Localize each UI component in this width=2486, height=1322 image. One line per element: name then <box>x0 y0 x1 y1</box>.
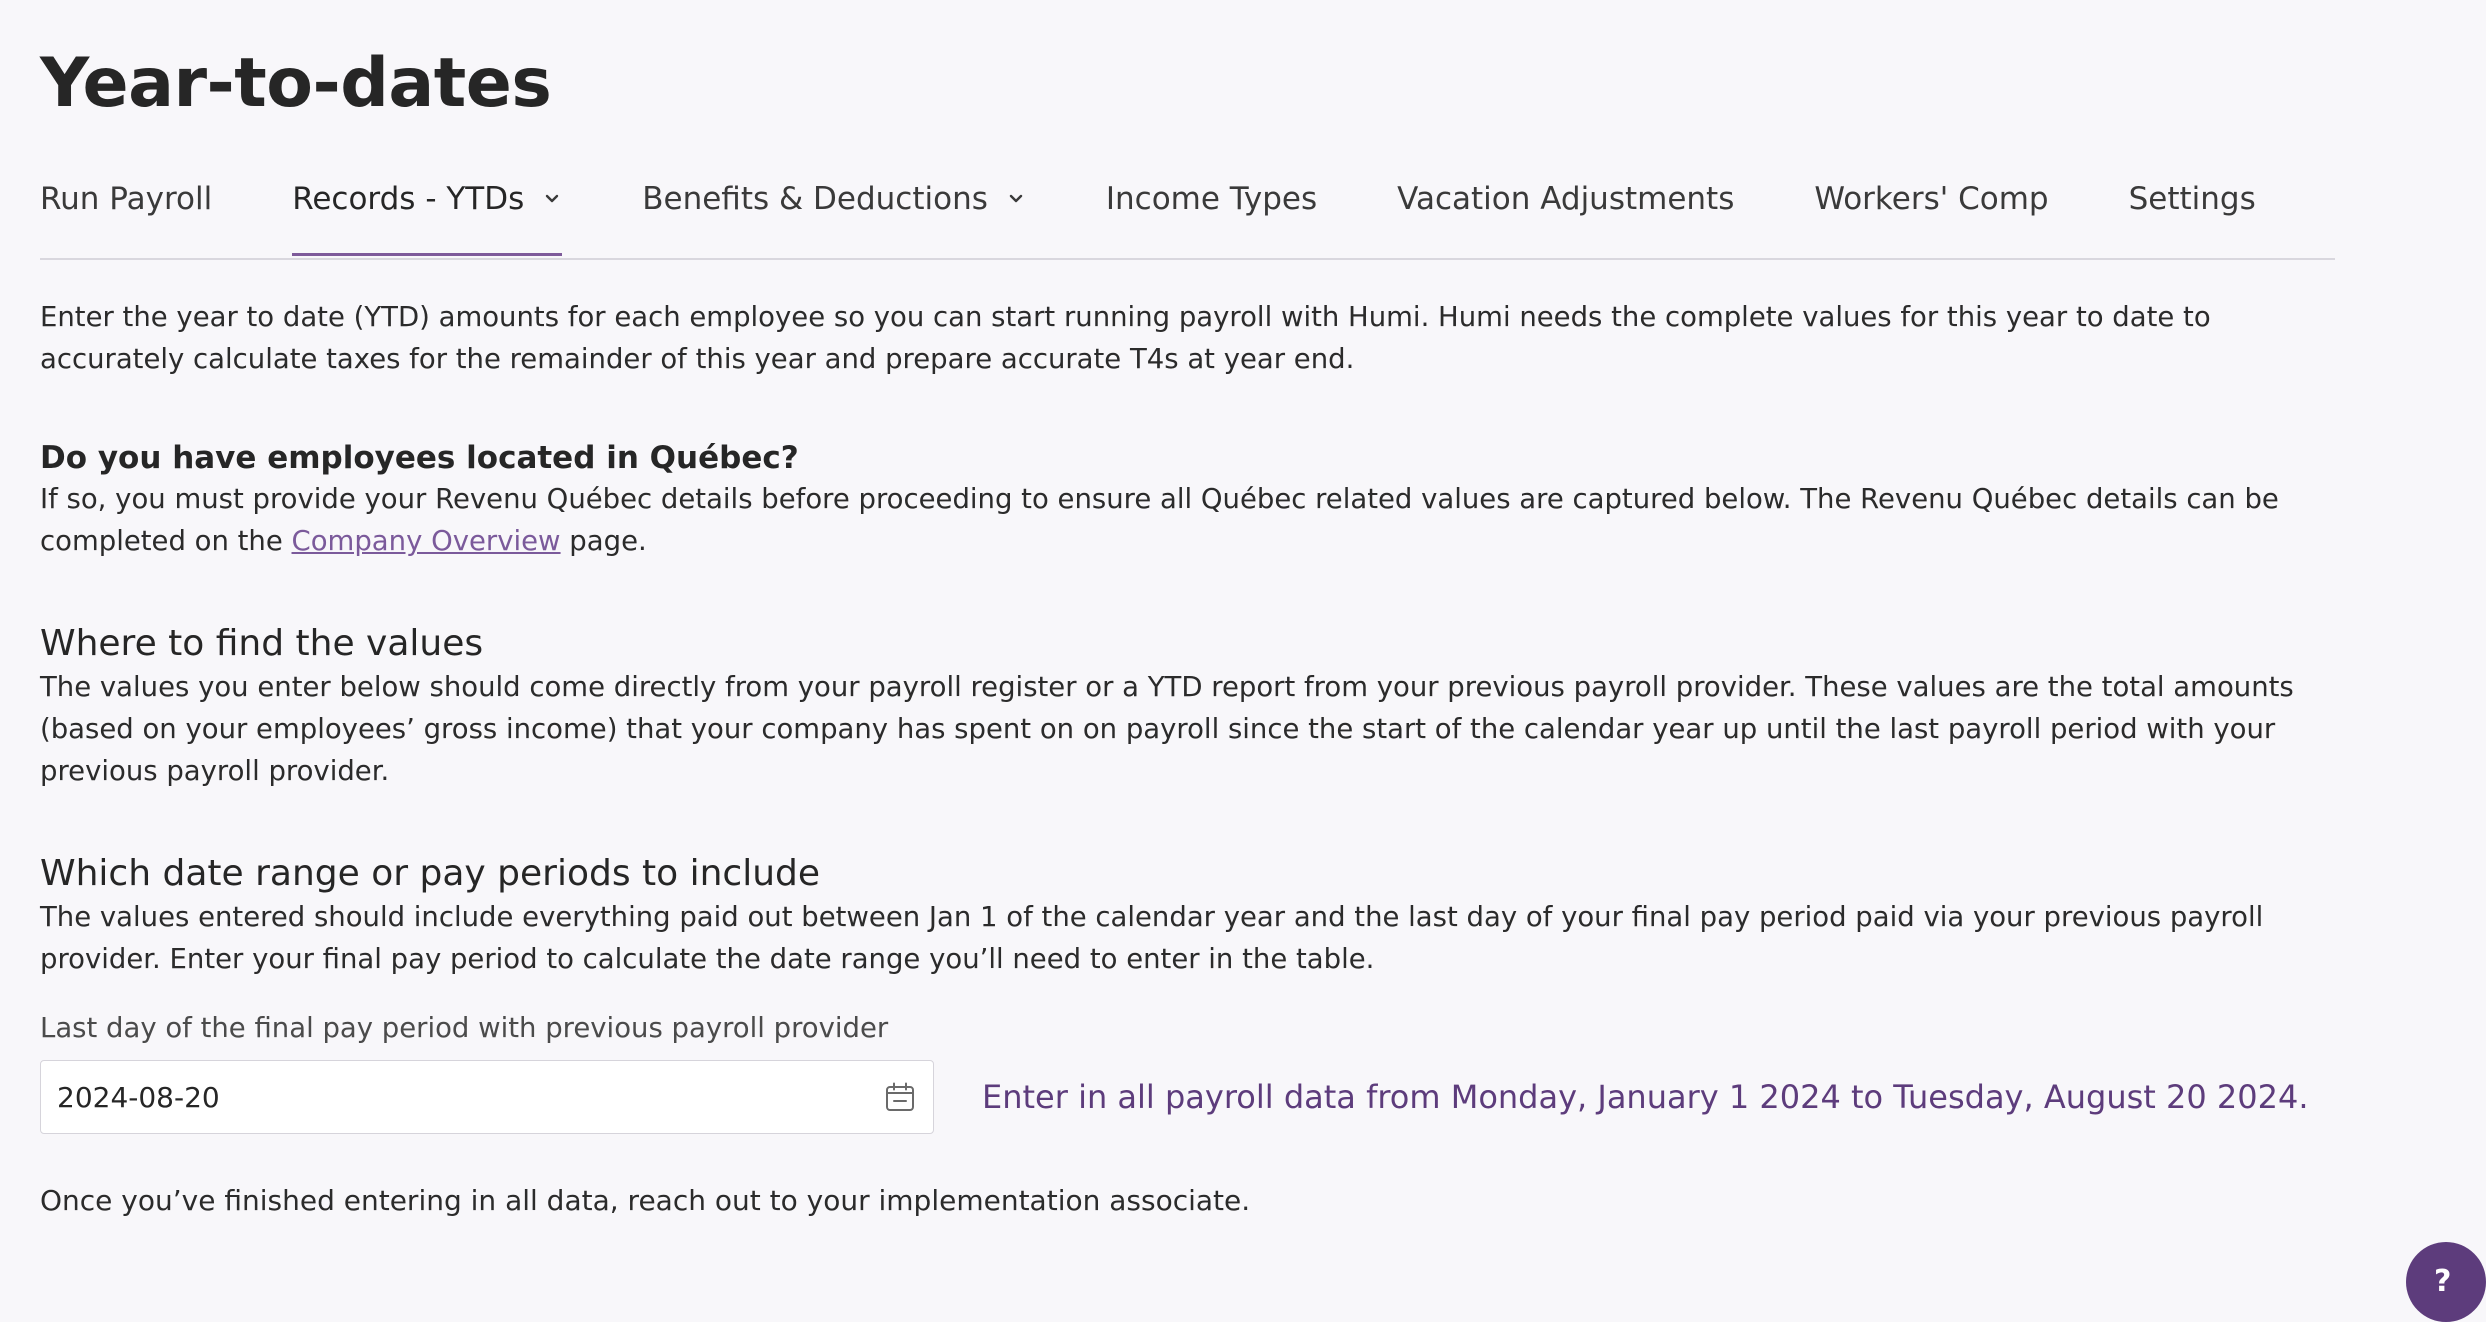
tab-benefits-deductions[interactable] <box>642 154 1026 244</box>
quebec-text-after: page. <box>560 525 647 557</box>
range-text: The values entered should include everything paid out between Jan 1 of the calendar year and the last day of your final pay period paid via your previous payroll provider. Enter your final pay period to calculate the date range you’ll need to enter in the table. <box>40 901 2264 975</box>
chevron-down-icon <box>542 189 562 209</box>
date-value: 2024-08-20 <box>57 1080 220 1114</box>
quebec-text <box>40 478 2335 562</box>
final-pay-period-date-input[interactable] <box>40 1060 934 1134</box>
tab-run-payroll[interactable] <box>40 154 212 244</box>
calendar-icon[interactable] <box>883 1080 917 1114</box>
date-field-label: Last day of the final pay period with previous payroll provider <box>40 1012 889 1044</box>
ytd-page <box>40 0 2335 1217</box>
tab-records-ytds[interactable] <box>292 154 562 244</box>
company-overview-link[interactable]: Company Overview <box>291 525 561 557</box>
tab-settings[interactable] <box>2129 154 2256 244</box>
tab-vacation-adjustments[interactable] <box>1397 154 1734 244</box>
page-title: Year-to-dates <box>40 44 552 123</box>
date-row <box>40 1060 2335 1134</box>
date-range-message: Enter in all payroll data from Monday, January 1 2024 to Tuesday, August 20 2024. <box>982 1078 2309 1116</box>
tab-label: Settings <box>2128 181 2256 217</box>
final-note: Once you’ve finished entering in all data, reach out to your implementation associate. <box>40 1184 1251 1217</box>
chevron-down-icon <box>1006 189 1026 209</box>
help-button[interactable] <box>2406 1242 2486 1322</box>
tab-bar <box>40 166 2335 260</box>
tab-label: Records - YTDs <box>292 181 525 217</box>
tab-income-types[interactable] <box>1106 154 1317 244</box>
quebec-heading: Do you have employees located in Québec? <box>40 440 799 476</box>
page-content <box>40 296 2335 1217</box>
tab-label: Income Types <box>1105 181 1318 217</box>
range-heading: Which date range or pay periods to include <box>40 853 821 894</box>
tab-label: Run Payroll <box>40 181 213 217</box>
tab-label: Benefits & Deductions <box>642 181 988 217</box>
quebec-text-before: If so, you must provide your Revenu Québec details before proceeding to ensure all Québec related values are captured below. The Revenu Québec details can be completed on the <box>40 483 2279 557</box>
tab-workers-comp[interactable] <box>1814 154 2048 244</box>
tab-label: Workers' Comp <box>1814 181 2049 217</box>
tab-label: Vacation Adjustments <box>1397 181 1735 217</box>
where-text: The values you enter below should come directly from your payroll register or a YTD report from your previous payroll provider. These values are the total amounts (based on your employees’ gross income) that your company has spent on on payroll since the start of the calendar year up until the last payroll period with your previous payroll provider. <box>40 671 2294 787</box>
where-heading: Where to find the values <box>40 623 484 664</box>
help-icon: ? <box>2434 1264 2452 1299</box>
intro-text: Enter the year to date (YTD) amounts for each employee so you can start running payroll with Humi. Humi needs the complete values for this year to date to accurately calculate taxes for the remainder of this year and prepare accurate T4s at year end. <box>40 301 2211 375</box>
